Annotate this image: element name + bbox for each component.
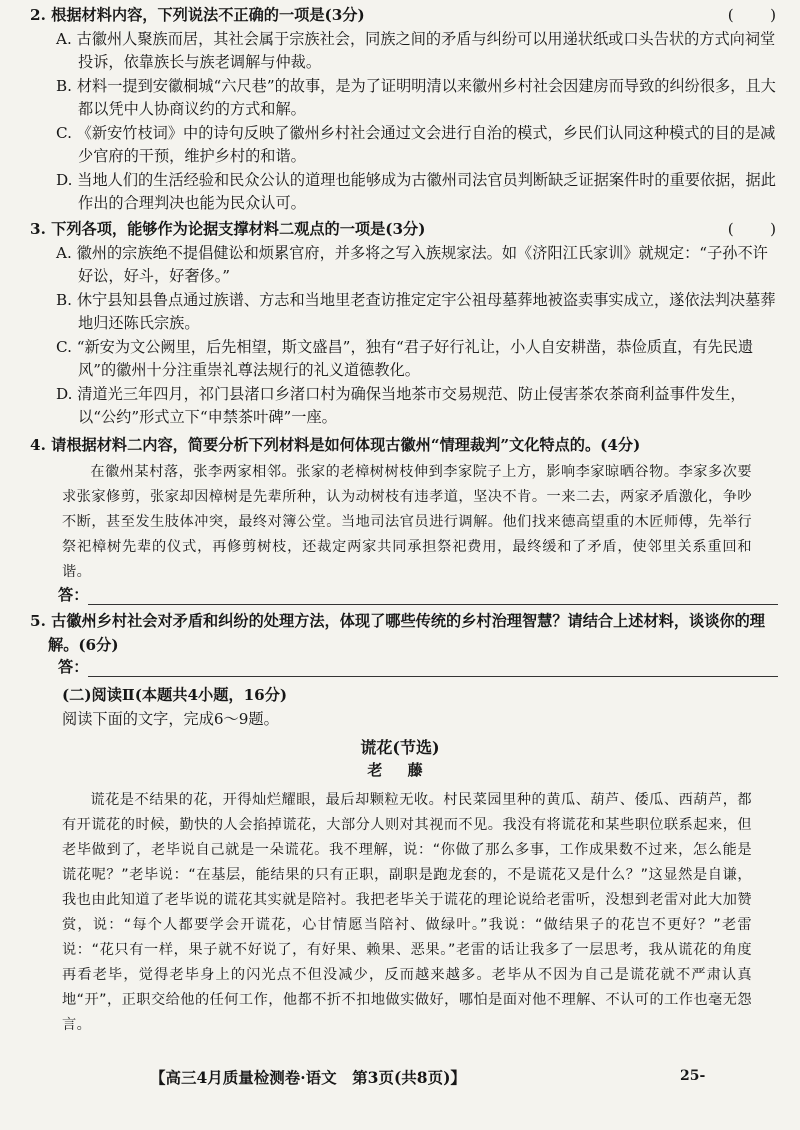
answer-area-5[interactable]: 答： (58, 656, 778, 677)
page-code: 25- (680, 1068, 706, 1084)
page-footer: 【高三4月质量检测卷·语文 第3页(共8页)】 (150, 1068, 466, 1087)
option-2c: C. 《新安竹枝词》中的诗句反映了徽州乡村社会通过文会进行自治的模式，乡民们认同这种模式的目的是减少官府的干预，维护乡村的和谐。 (56, 123, 776, 165)
passage-author: 老 藤 (367, 761, 433, 779)
option-2b: B. 材料一提到安徽桐城“六尺巷”的故事，是为了证明明清以来徽州乡村社会因建房而导致的纠纷很多，且大都以凭中人协商议约的方式和解。 (56, 76, 776, 118)
question-3-stem: ( ) 3. 下列各项，能够作为论据支撑材料二观点的一项是(3分) (30, 218, 778, 242)
option-2a: A. 古徽州人聚族而居，其社会属于宗族社会，同族之间的矛盾与纠纷可以用递状纸或口头告状的方式向祠堂投诉，依靠族长与族老调解与仲裁。 (56, 29, 776, 71)
section-instruction: 阅读下面的文字，完成6～9题。 (62, 710, 279, 728)
answer-area-4[interactable]: 答： (58, 584, 778, 605)
option-3a: A. 徽州的宗族绝不提倡健讼和烦累官府，并多将之写入族规家法。如《济阳江氏家训》就规定：“子孙不许好讼，好斗，好奢侈。” (56, 243, 768, 285)
answer-paren: ( ) (727, 220, 778, 238)
option-3b: B. 休宁县知县鲁点通过族谱、方志和当地里老查访推定定宇公祖母墓葬地被盗卖事实成立，遂依法判决墓葬地归还陈氏宗族。 (56, 290, 776, 332)
question-2 (30, 4, 778, 216)
passage-body: 谎花是不结果的花，开得灿烂耀眼，最后却颗粒无收。村民菜园里种的黄瓜、葫芦、倭瓜、西葫芦，都有开谎花的时候，勤快的人会掐掉谎花，大部分人则对其视而不见。我没有将谎花和某些职位联系起来，但老毕做到了，老毕说自己就是一朵谎花。我不理解，说：“你做了那么多事，工作成果数不过来，怎么能是谎花呢？”老毕说：“在基层，能结果的只有正职，副职是跑龙套的，不是谎花又是什么？”这显然是自谦，我也由此知道了老毕说的谎花其实就是陪衬。我把老毕关于谎花的理论说给老雷听，没想到老雷对此大加赞赏，说：“每个人都要学会开谎花，心甘情愿当陪衬、做绿叶。”我说：“做结果子的花岂不更好？”老雷说：“花只有一样，果子就不好说了，有好果、赖果、恶果。”老雷的话让我多了一层思考，我从谎花的角度再看老毕，觉得老毕身上的闪光点不但没减少，反而越来越多。老毕从不因为自己是谎花就不严肃认真地“开”，正职交给他的任何工作，他都不折不扣地做实做好，哪怕是面对他不理解、不认可的工作也毫无怨言。 (62, 792, 752, 1033)
question-5 (30, 610, 778, 657)
question-5-stem: 5. 古徽州乡村社会对矛盾和纠纷的处理方法，体现了哪些传统的乡村治理智慧？请结合上述材料，谈谈你的理解。(6分) (30, 612, 765, 654)
answer-line[interactable] (88, 676, 778, 677)
option-2d: D. 当地人们的生活经验和民众公认的道理也能够成为古徽州司法官员判断缺乏证据案件时的重要依据，据此作出的合理判决也能为民众认可。 (56, 170, 776, 212)
option-3d: D. 清道光三年四月，祁门县渚口乡渚口村为确保当地茶市交易规范、防止侵害茶农茶商利益事件发生，以“公约”形式立下“申禁茶叶碑”一座。 (56, 384, 746, 426)
answer-line[interactable] (88, 604, 778, 605)
option-3c: C. “新安为文公阙里，后先相望，斯文盛昌”，独有“君子好行礼让，小人自安耕凿，恭俭质直，有先民遗风”的徽州十分注重崇礼尊法规行的礼义道德教化。 (56, 337, 754, 379)
question-2-stem: ( ) 2. 根据材料内容，下列说法不正确的一项是(3分) (30, 4, 778, 28)
question-3 (30, 218, 778, 430)
question-4 (30, 434, 778, 458)
question-4-passage: 在徽州某村落，张李两家相邻。张家的老樟树树枝伸到李家院子上方，影响李家晾晒谷物。李家多次要求张家修剪，张家却因樟树是先辈所种，认为动树枝有违孝道，坚决不肯。一来二去，两家矛盾激化，争吵不断，甚至发生肢体冲突，最终对簿公堂。当地司法官员进行调解。他们找来德高望重的木匠师傅，先举行祭祀樟树先辈的仪式，再修剪树枝，还裁定两家共同承担祭祀费用，最终缓和了矛盾，使邻里关系重回和谐。 (62, 464, 752, 580)
question-4-stem: 4. 请根据材料二内容，简要分析下列材料是如何体现古徽州“情理裁判”文化特点的。(4分) (30, 436, 641, 454)
section-heading: (二)阅读Ⅱ(本题共4小题，16分) (62, 686, 288, 704)
passage-title: 谎花(节选) (360, 738, 440, 757)
answer-paren: ( ) (727, 6, 778, 24)
